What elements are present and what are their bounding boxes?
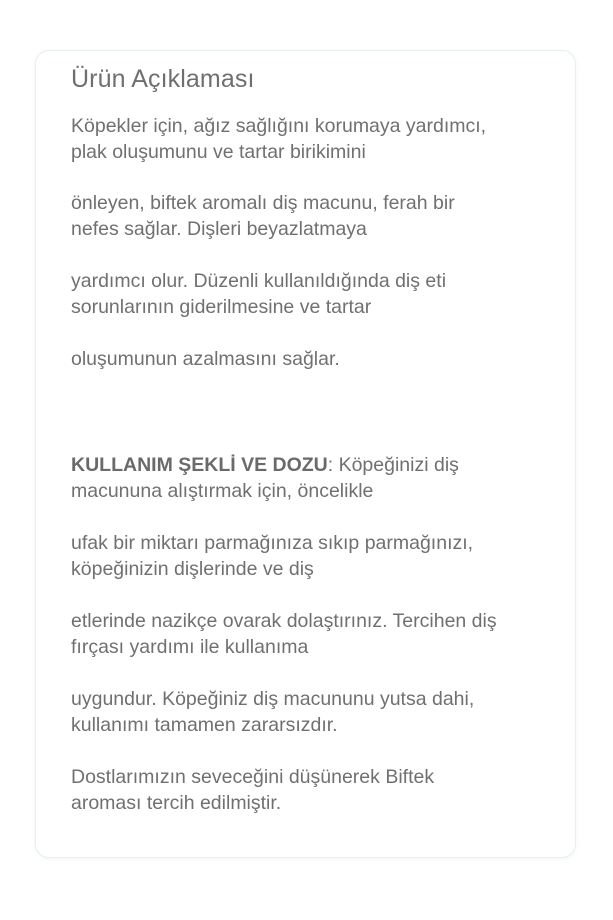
description-paragraph-1 xyxy=(71,113,551,165)
text-line: Dostlarımızın seveceğini düşünerek Biftek xyxy=(71,766,435,788)
usage-paragraph-2 xyxy=(71,530,551,582)
text-line: oluşumunun azalmasını sağlar. xyxy=(71,348,340,370)
usage-text: : Köpeğinizi diş xyxy=(327,454,459,476)
text-line: nefes sağlar. Dişleri beyazlatmaya xyxy=(71,218,367,240)
description-paragraph-3 xyxy=(71,268,551,320)
text-line: aroması tercih edilmiştir. xyxy=(71,792,282,814)
section-title: Ürün Açıklaması xyxy=(71,65,255,93)
text-line: ufak bir miktarı parmağınıza sıkıp parmağınızı, xyxy=(71,532,474,554)
usage-paragraph-4 xyxy=(71,686,551,738)
text-line: Köpekler için, ağız sağlığını korumaya yardımcı, xyxy=(71,115,487,137)
product-description-card xyxy=(35,50,576,858)
text-line: köpeğinizin dişlerinde ve diş xyxy=(71,558,314,580)
text-line: uygundur. Köpeğiniz diş macununu yutsa dahi, xyxy=(71,688,475,710)
text-line: kullanımı tamamen zararsızdır. xyxy=(71,714,338,736)
description-paragraph-2 xyxy=(71,190,551,242)
usage-paragraph xyxy=(71,452,551,504)
text-line: yardımcı olur. Düzenli kullanıldığında diş eti xyxy=(71,270,447,292)
text-line: plak oluşumunu ve tartar birikimini xyxy=(71,141,366,163)
text-line: macununa alıştırmak için, öncelikle xyxy=(71,480,374,502)
usage-paragraph-5 xyxy=(71,764,551,816)
text-line: önleyen, biftek aromalı diş macunu, ferah bir xyxy=(71,192,455,214)
text-line: sorunlarının giderilmesine ve tartar xyxy=(71,296,372,318)
usage-first-line xyxy=(71,452,551,478)
usage-label: KULLANIM ŞEKLİ VE DOZU xyxy=(71,454,328,476)
text-line: etlerinde nazikçe ovarak dolaştırınız. Tercihen diş xyxy=(71,610,497,632)
usage-paragraph-3 xyxy=(71,608,551,660)
description-paragraph-4 xyxy=(71,346,551,372)
text-line: fırçası yardımı ile kullanıma xyxy=(71,636,309,658)
